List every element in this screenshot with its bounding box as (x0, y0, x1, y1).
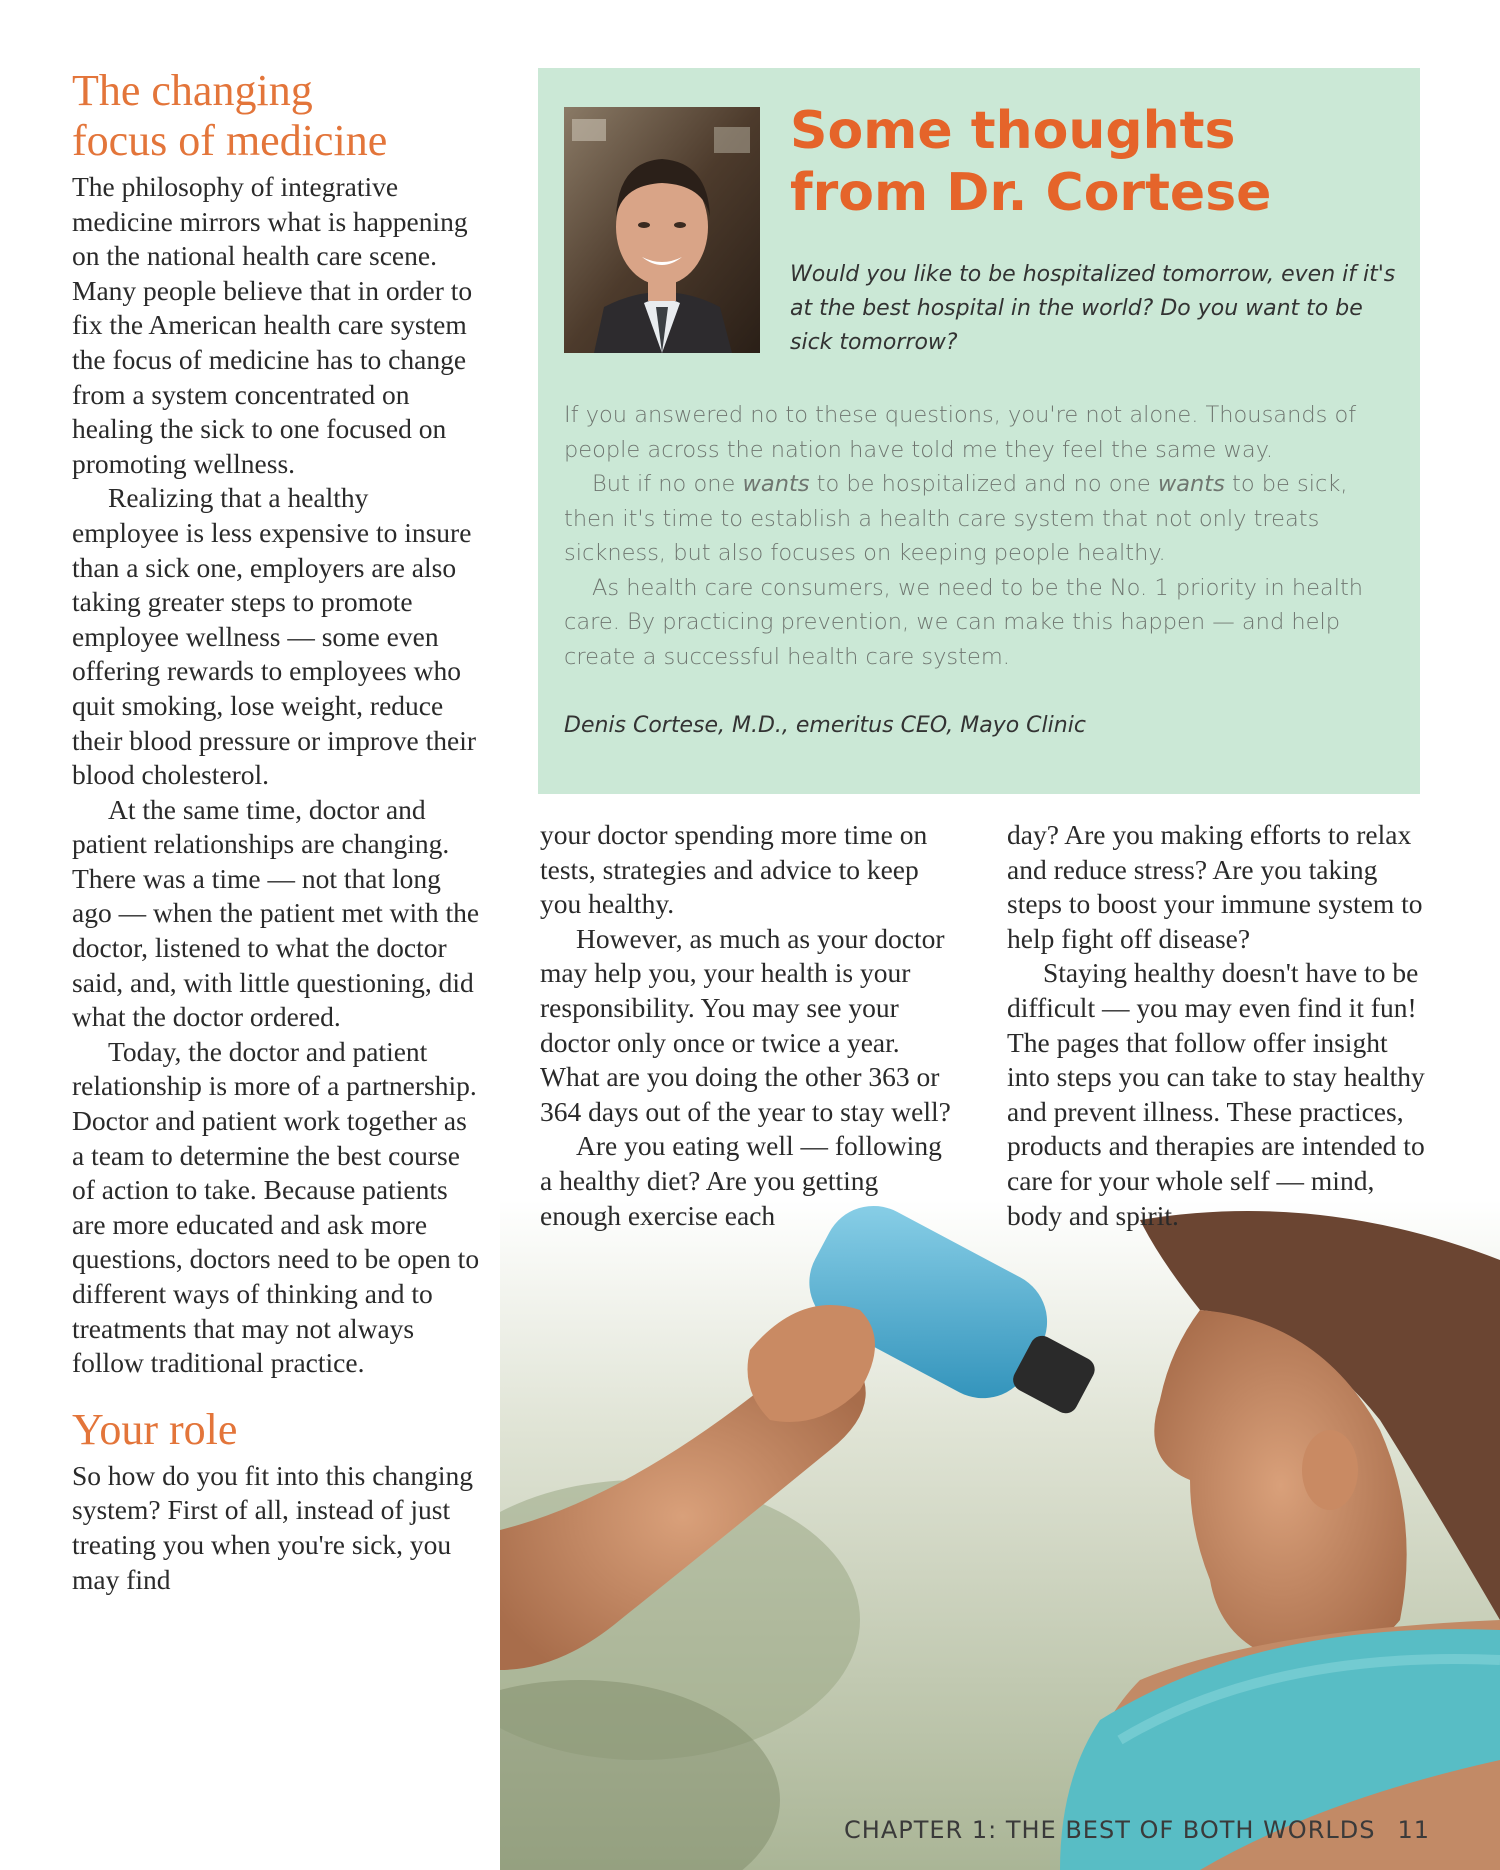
paragraph: So how do you fit into this changing system? First of all, instead of just treating you when you're sick, you may find (72, 1459, 474, 1595)
doctor-portrait (564, 107, 760, 353)
sidebar-title (790, 100, 1350, 224)
sidebar-lead-question: Would you like to be hospitalized tomorrow, even if it's at the best hospital in the world? Do you want to be sick tomorrow? (790, 262, 1396, 355)
text-run: to be hospitalized and no one (809, 471, 1158, 497)
paragraph: The philosophy of integrative medicine mirrors what is happening on the national health care scene. Many people believe that in order to fix the American health care system the focus of medicine has to change from a system concentrated on healing the sick to one focused on promoting wellness. (72, 171, 473, 479)
sidebar-title-line-2: from Dr. Cortese (790, 163, 1272, 223)
sidebar-paragraph: If you answered no to these questions, you're not alone. Thousands of people across the nation have told me they feel the same way. (564, 402, 1357, 463)
woman-drinking-photo (500, 1200, 1500, 1870)
paragraph: Staying healthy doesn't have to be difficult — you may even find it fun! The pages that follow offer insight into steps you can take to stay healthy and prevent illness. These practices, products and therapies are intended to care for your whole self — mind, body and spirit. (1007, 957, 1425, 1231)
heading-your-role: Your role (72, 1404, 238, 1454)
emphasis: wants (742, 471, 810, 497)
middle-column (540, 818, 960, 1233)
heading-line-2: focus of medicine (72, 116, 388, 165)
heading-changing-focus (72, 66, 482, 166)
chapter-title: CHAPTER 1: THE BEST OF BOTH WORLDS (844, 1816, 1376, 1844)
emphasis: wants (1157, 471, 1225, 497)
sidebar-paragraph (564, 467, 1400, 571)
text-run: But if no one (592, 471, 743, 497)
paragraph: At the same time, doctor and patient relationships are changing. There was a time — not that long ago — when the patient met with the doctor, listened to what the doctor said, and, with little questioning, did what the doctor ordered. (72, 793, 480, 1033)
paragraph: Today, the doctor and patient relationship is more of a partnership. Doctor and patient work together as a team to determine the best course of action to take. Because patients are more educated and ask more questions, doctors need to be open to different ways of thinking and to treatments that may not always follow traditional practice. (72, 1035, 480, 1379)
paragraph: Realizing that a healthy employee is less expensive to insure than a sick one, employers are also taking greater steps to promote employee wellness — some even offering rewards to employees who quit smoking, lose weight, reduce their blood pressure or improve their blood cholesterol. (72, 482, 476, 791)
page-number: 11 (1397, 1816, 1430, 1844)
sidebar-body (564, 398, 1400, 674)
photo-illustration (500, 1200, 1500, 1870)
heading-line-1: The changing (72, 66, 313, 115)
sidebar-title-line-1: Some thoughts (790, 101, 1236, 161)
left-column (72, 66, 482, 1597)
paragraph: Are you eating well — following a healthy diet? Are you getting enough exercise each (540, 1130, 942, 1231)
sidebar-paragraph: As health care consumers, we need to be the No. 1 priority in health care. By practicing prevention, we can make this happen — and help create a successful health care system. (564, 574, 1364, 670)
text-run: to be sick, then it's time to establish a health care system that not only treats sickness, but also focuses on keeping people healthy. (564, 471, 1348, 566)
page-footer (750, 1816, 1430, 1844)
paragraph: However, as much as your doctor may help you, your health is your responsibility. You may see your doctor only once or twice a year. What are you doing the other 363 or 364 days out of the year to stay well? (540, 922, 951, 1127)
right-column (1007, 818, 1427, 1233)
paragraph: your doctor spending more time on tests, strategies and advice to keep you healthy. (540, 819, 928, 920)
sidebar-signature: Denis Cortese, M.D., emeritus CEO, Mayo Clinic (564, 713, 1086, 738)
paragraph: day? Are you making efforts to relax and reduce stress? Are you taking steps to boost your immune system to help fight off disease? (1007, 819, 1423, 954)
portrait-illustration (564, 107, 760, 353)
